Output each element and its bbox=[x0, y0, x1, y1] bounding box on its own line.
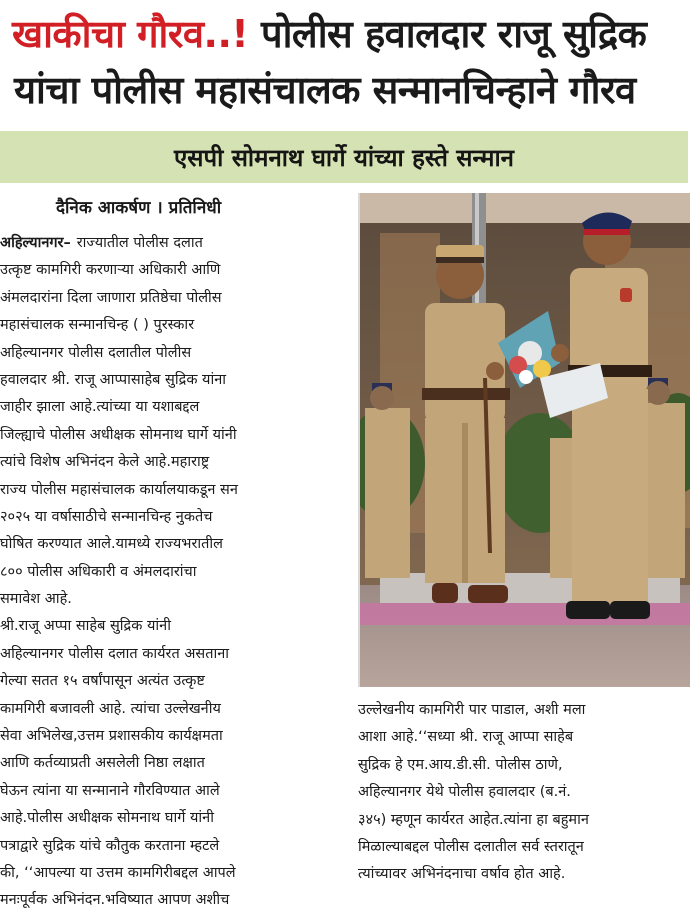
article-line: मिळाल्याबद्दल पोलीस दलातील सर्व स्तरातून bbox=[358, 838, 584, 855]
article-line: समावेश आहे. bbox=[0, 591, 72, 608]
article-line: त्यांचे विशेष अभिनंदन केले आहे.महाराष्ट्र bbox=[0, 454, 210, 471]
article-line: अहिल्यानगर पोलीस दलातील पोलीस bbox=[0, 344, 192, 361]
article-line: पत्राद्वारे सुद्रिक यांचे कौतुक करताना म्हटले bbox=[0, 837, 220, 854]
article-line: जिल्ह्याचे पोलीस अधीक्षक सोमनाथ घार्गे यांनी bbox=[0, 426, 237, 443]
article-line: घोषित करण्यात आले.यामध्ये राज्यभरातील bbox=[0, 536, 224, 553]
headline-line-1-rest: पोलीस हवालदार राजू सुद्रिक bbox=[261, 12, 647, 56]
byline: दैनिक आकर्षण । प्रतिनिधी bbox=[56, 198, 222, 218]
article-line: मनःपूर्वक अभिनंदन.भविष्यात आपण अशीच bbox=[0, 892, 230, 909]
article-line: २०२५ या वर्षासाठीचे सन्मानचिन्ह नुकतेच bbox=[0, 508, 213, 525]
article-line: सेवा अभिलेख,उत्तम प्रशासकीय कार्यक्षमता bbox=[0, 728, 223, 745]
article-line bbox=[0, 230, 348, 257]
article-line: उत्कृष्ट कामगिरी करणाऱ्या अधिकारी आणि bbox=[0, 262, 221, 279]
article-line: त्यांच्यावर अभिनंदनाचा वर्षाव होत आहे. bbox=[358, 866, 566, 883]
headline bbox=[0, 0, 699, 128]
article-line: ३४५) म्हणून कार्यरत आहेत.त्यांना हा बहुमान bbox=[358, 811, 589, 828]
article-line: महासंचालक सन्मानचिन्ह ( ) पुरस्कार bbox=[0, 317, 195, 334]
article-line: हवालदार श्री. राजू आप्पासाहेब सुद्रिक यांना bbox=[0, 371, 227, 388]
article-line: जाहीर झाला आहे.त्यांच्या या यशाबद्दल bbox=[0, 399, 200, 416]
article-place: अहिल्यानगर– bbox=[0, 235, 71, 251]
article-line: की, ‘‘आपल्या या उत्तम कामगिरीबद्दल आपले bbox=[0, 864, 236, 881]
article-line: राज्य पोलीस महासंचालक कार्यालयाकडून सन bbox=[0, 481, 238, 498]
subheading: एसपी सोमनाथ घार्गे यांच्या हस्ते सन्मान bbox=[174, 143, 514, 172]
article-line: अहिल्यानगर पोलीस दलात कार्यरत असताना bbox=[0, 645, 230, 662]
headline-line-2: यांचा पोलीस महासंचालक सन्मानचिन्हाने गौरव bbox=[14, 68, 636, 112]
article-line: अहिल्यानगर येथे पोलीस हवालदार (ब.नं. bbox=[358, 784, 571, 801]
article-right-column bbox=[358, 697, 696, 889]
article-line: उल्लेखनीय कामगिरी पार पाडाल, अशी मला bbox=[358, 702, 586, 718]
article-line: गेल्या सतत १५ वर्षांपासून अत्यंत उत्कृष्ट bbox=[0, 673, 205, 690]
article-line: आणि कर्तव्याप्रती असलेली निष्ठा लक्षात bbox=[0, 755, 205, 772]
headline-red-part: खाकीचा गौरव..! bbox=[12, 12, 249, 56]
article-line-text: राज्यातील पोलीस दलात bbox=[76, 235, 203, 251]
article-line: आहे.पोलीस अधीक्षक सोमनाथ घार्गे यांनी bbox=[0, 810, 214, 827]
honoree-officer bbox=[566, 212, 652, 619]
award-photo-illustration bbox=[360, 193, 690, 687]
article-line: अंमलदारांना दिला जाणारा प्रतिष्ठेचा पोलीस bbox=[0, 289, 222, 306]
article-left-column bbox=[0, 230, 348, 915]
article-line: ८०० पोलीस अधिकारी व अंमलदारांचा bbox=[0, 563, 197, 580]
article-line: कामगिरी बजावली आहे. त्यांचा उल्लेखनीय bbox=[0, 700, 221, 717]
article-line: आशा आहे.‘‘सध्या श्री. राजू आप्पा साहेब bbox=[358, 729, 574, 746]
article-line: घेऊन त्यांना या सन्मानाने गौरविण्यात आले bbox=[0, 782, 220, 799]
subheading-bar bbox=[0, 131, 688, 183]
award-photo bbox=[358, 193, 690, 687]
article-line: श्री.राजू अप्पा साहेब सुद्रिक यांनी bbox=[0, 618, 171, 635]
headline-line-1 bbox=[12, 10, 692, 58]
article-line: सुद्रिक हे एम.आय.डी.सी. पोलीस ठाणे, bbox=[358, 756, 563, 773]
